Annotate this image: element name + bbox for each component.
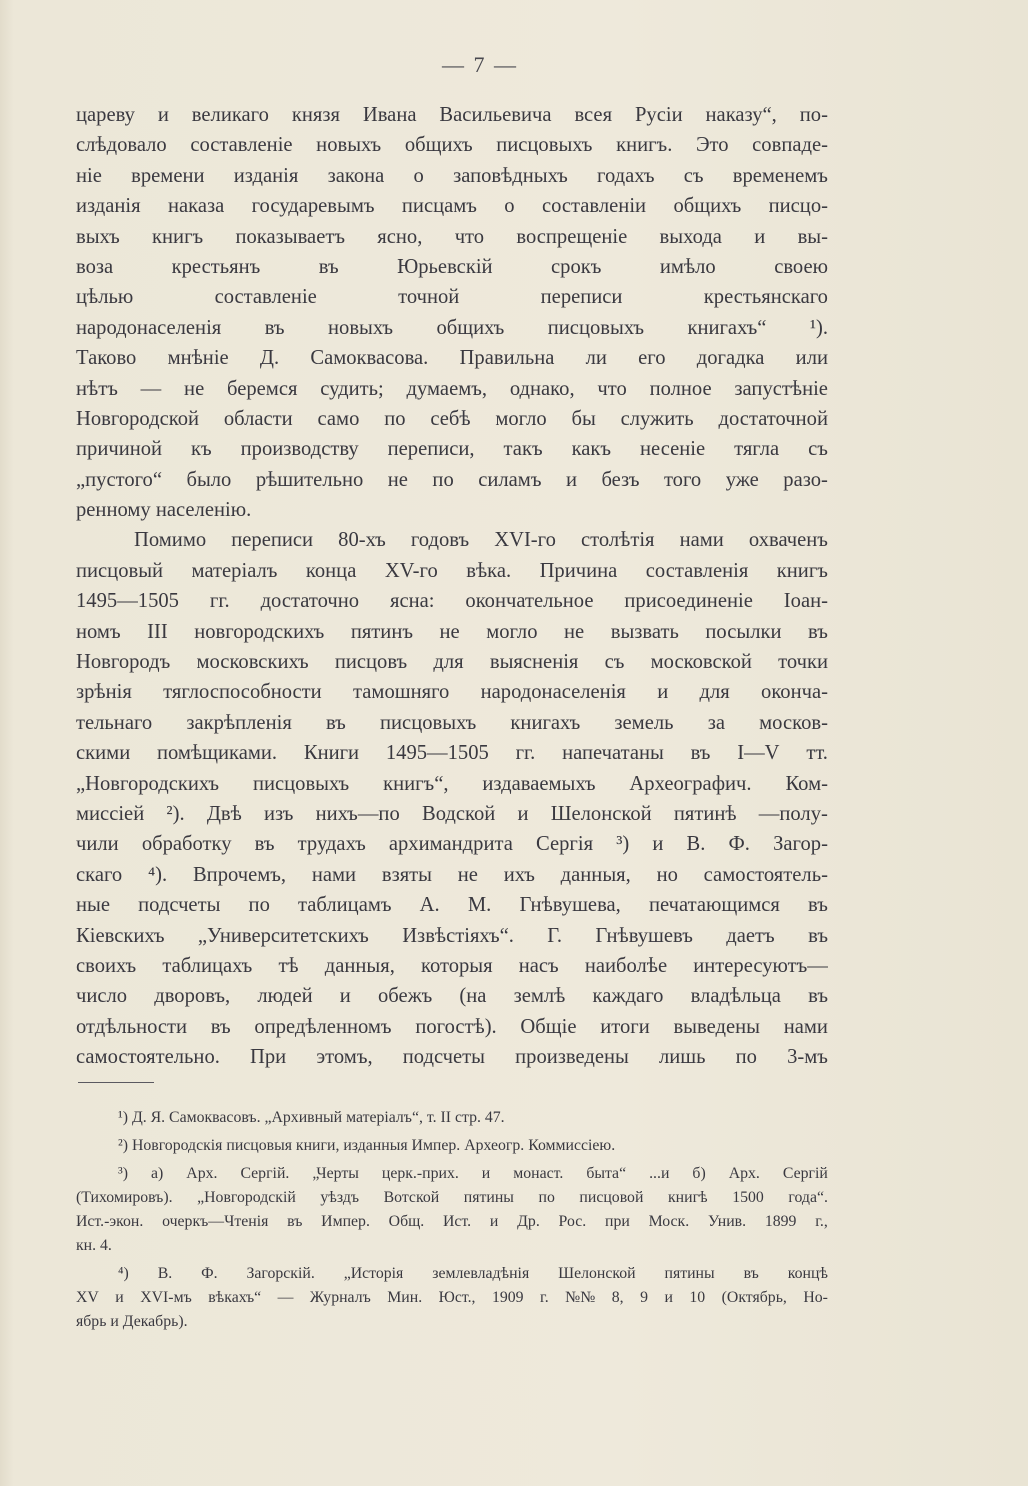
text-line: скаго ⁴). Впрочемъ, нами взяты не ихъ данныя, но самостоятель-: [76, 863, 828, 886]
page-number: — 7 —: [442, 52, 518, 77]
text-line: скими помѣщиками. Книги 1495—1505 гг. напечатаны въ I—V тт.: [76, 742, 828, 765]
footnote-line: ябрь и Декабрь).: [76, 1313, 188, 1330]
text-line: тельнаго закрѣпленія въ писцовыхъ книгахъ земель за москов-: [76, 711, 828, 734]
text-line: слѣдовало составленіе новыхъ общихъ писцовыхъ книгъ. Это совпаде-: [76, 134, 828, 157]
text-line: чили обработку въ трудахъ архимандрита Сергія ³) и В. Ф. Загор-: [76, 833, 828, 856]
footnote-line: ⁴) В. Ф. Загорскій. „Исторія землевладѣнія Шелонской пятины въ концѣ: [118, 1265, 828, 1282]
text-line: выхъ книгъ показываетъ ясно, что воспрещеніе выхода и вы-: [76, 225, 828, 248]
text-line: зрѣнія тяглоспособности тамошняго народонаселенія и для оконча-: [76, 681, 828, 704]
footnote-line: ¹) Д. Я. Самоквасовъ. „Архивный матеріалъ“, т. II стр. 47.: [118, 1109, 505, 1126]
footnote-divider: [78, 1082, 154, 1083]
text-line: цареву и великаго князя Ивана Васильевича всея Русіи наказу“, по-: [76, 104, 828, 126]
text-line: отдѣльности въ опредѣленномъ погостѣ). Общіе итоги выведены нами: [76, 1015, 828, 1038]
text-line: самостоятельно. При этомъ, подсчеты произведены лишь по 3-мъ: [76, 1046, 828, 1069]
text-line: Кіевскихъ „Университетскихъ Извѣстіяхъ“. Г. Гнѣвушевъ даетъ въ: [76, 924, 828, 947]
text-line: Новгородъ московскихъ писцовъ для выясненія съ московской точки: [76, 651, 828, 674]
text-line: 1495—1505 гг. достаточно ясна: окончательное присоединеніе Іоан-: [76, 590, 828, 613]
text-line: „пустого“ было рѣшительно не по силамъ и безъ того уже разо-: [76, 468, 828, 491]
footnote-line: (Тихомировъ). „Новгородскій уѣздъ Вотской пятины по писцовой книгѣ 1500 года“.: [76, 1189, 828, 1206]
text-line: Таково мнѣніе Д. Самоквасова. Правильна ли его догадка или: [76, 347, 828, 370]
text-line: причиной къ производству переписи, такъ какъ несеніе тягла съ: [76, 438, 828, 461]
text-line: цѣлью составленіе точной переписи крестьянскаго: [76, 286, 828, 309]
main-text: [76, 100, 828, 1073]
text-line: своихъ таблицахъ тѣ данныя, которыя насъ наиболѣе интересуютъ—: [76, 954, 828, 977]
footnotes: [76, 1106, 828, 1334]
text-line: миссіей ²). Двѣ изъ нихъ—по Водской и Шелонской пятинѣ —полу-: [76, 802, 828, 825]
text-line: ніе времени изданія закона о заповѣдныхъ годахъ съ временемъ: [76, 164, 828, 187]
text-line: Помимо переписи 80-хъ годовъ XVI-го столѣтія нами охваченъ: [134, 529, 828, 552]
text-line: „Новгородскихъ писцовыхъ книгъ“, издаваемыхъ Археографич. Ком-: [76, 772, 828, 795]
footnote-line: XV и XVI-мъ вѣкахъ“ — Журналъ Мин. Юст., 1909 г. №№ 8, 9 и 10 (Октябрь, Но-: [76, 1289, 828, 1306]
footnote-line: ²) Новгородскія писцовыя книги, изданныя Импер. Археогр. Коммиссіею.: [118, 1137, 616, 1154]
text-line: изданія наказа государевымъ писцамъ о составленіи общихъ писцо-: [76, 195, 828, 218]
text-line: писцовый матеріалъ конца XV-го вѣка. Причина составленія книгъ: [76, 559, 828, 582]
text-line: номъ III новгородскихъ пятинъ не могло не вызвать посылки въ: [76, 620, 828, 643]
text-line: Новгородской области само по себѣ могло бы служить достаточной: [76, 407, 828, 430]
text-line: ренному населенію.: [76, 499, 252, 522]
footnote-line: кн. 4.: [76, 1237, 112, 1254]
text-line: нѣтъ — не беремся судить; думаемъ, однако, что полное запустѣніе: [76, 377, 828, 400]
footnote-line: ³) а) Арх. Сергій. „Черты церк.-прих. и монаст. быта“ ...и б) Арх. Сергій: [118, 1165, 828, 1182]
text-line: воза крестьянъ въ Юрьевскій срокъ имѣло своею: [76, 255, 828, 278]
text-line: ные подсчеты по таблицамъ А. М. Гнѣвушева, печатающимся въ: [76, 894, 828, 917]
footnote-line: Ист.-экон. очеркъ—Чтенія въ Импер. Общ. Ист. и Др. Рос. при Моск. Унив. 1899 г.,: [76, 1213, 828, 1230]
text-line: народонаселенія въ новыхъ общихъ писцовыхъ книгахъ“ ¹).: [76, 316, 828, 339]
text-line: число дворовъ, людей и обежъ (на землѣ каждаго владѣльца въ: [76, 985, 828, 1008]
